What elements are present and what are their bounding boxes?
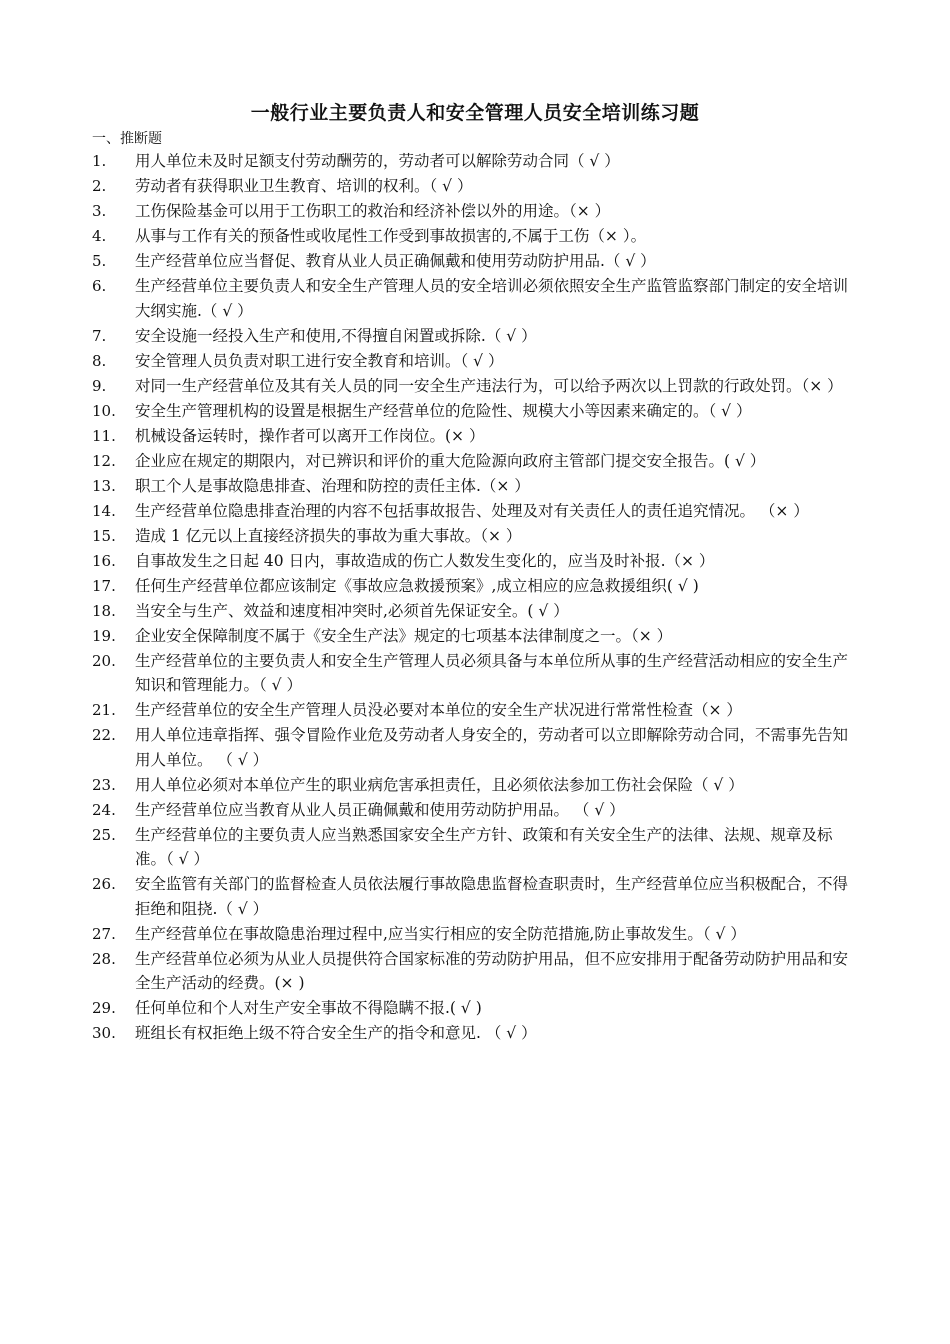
item-text: 安全生产管理机构的设置是根据生产经营单位的危险性、规模大小等因素来确定的。（ √ ） — [135, 401, 752, 420]
item-text: 任何生产经营单位都应该制定《事故应急救援预案》,成立相应的应急救援组织( √ ) — [135, 576, 699, 595]
list-item — [92, 1021, 852, 1046]
item-number: 14. — [92, 501, 116, 520]
list-item — [92, 324, 852, 349]
item-text: 用人单位违章指挥、强令冒险作业危及劳动者人身安全的，劳动者可以立即解除劳动合同，不需事先告知用人单位。 （ √ ） — [135, 726, 849, 769]
item-number: 5. — [92, 252, 107, 270]
list-item — [92, 524, 852, 549]
item-text: 职工个人是事故隐患排查、治理和防控的责任主体.（× ） — [135, 476, 530, 495]
page-title: 一般行业主要负责人和安全管理人员安全培训练习题 — [250, 102, 700, 124]
item-number: 8. — [92, 351, 107, 370]
item-number: 12. — [92, 451, 116, 470]
item-text: 当安全与生产、效益和速度相冲突时,必须首先保证安全。( √ ） — [135, 601, 569, 620]
item-text: 生产经营单位应当督促、教育从业人员正确佩戴和使用劳动防护用品.（ √ ） — [135, 252, 656, 270]
item-number: 7. — [92, 326, 107, 345]
item-text: 生产经营单位主要负责人和安全生产管理人员的安全培训必须依照安全生产监管监察部门制定的安全培训大纲实施.（ √ ） — [135, 277, 849, 320]
item-text: 机械设备运转时，操作者可以离开工作岗位。(× ） — [135, 426, 485, 445]
item-number: 18. — [92, 601, 116, 620]
list-item — [92, 823, 852, 872]
item-number: 20. — [92, 651, 116, 670]
item-number: 19. — [92, 626, 116, 645]
item-text: 班组长有权拒绝上级不符合安全生产的指令和意见. （ √ ） — [135, 1024, 537, 1042]
section-heading: 一、推断题 — [92, 131, 162, 147]
item-text: 生产经营单位的安全生产管理人员没必要对本单位的安全生产状况进行常常性检查（× ） — [135, 701, 742, 719]
item-text: 造成 1 亿元以上直接经济损失的事故为重大事故。（× ） — [135, 526, 522, 545]
list-item — [92, 698, 852, 723]
list-item — [92, 199, 852, 224]
item-text: 企业应在规定的期限内，对已辨识和评价的重大危险源向政府主管部门提交安全报告。( √ ） — [135, 451, 766, 470]
item-text: 生产经营单位在事故隐患治理过程中,应当实行相应的安全防范措施,防止事故发生。（ √ ） — [135, 924, 746, 943]
list-item — [92, 174, 852, 199]
item-text: 自事故发生之日起 40 日内，事故造成的伤亡人数发生变化的，应当及时补报.（× ） — [135, 551, 715, 570]
item-text: 工伤保险基金可以用于工伤职工的救治和经济补偿以外的用途。（× ） — [135, 202, 611, 220]
item-number: 3. — [92, 202, 107, 220]
item-text: 用人单位必须对本单位产生的职业病危害承担责任，且必须依法参加工伤社会保险（ √ ） — [135, 775, 744, 794]
item-number: 27. — [92, 924, 116, 943]
list-item — [92, 449, 852, 474]
item-number: 28. — [92, 949, 116, 968]
item-number: 10. — [92, 401, 116, 420]
item-text: 安全管理人员负责对职工进行安全教育和培训。（ √ ） — [135, 351, 504, 370]
list-item — [92, 399, 852, 424]
item-text: 用人单位未及时足额支付劳动酬劳的，劳动者可以解除劳动合同（ √ ） — [135, 152, 620, 170]
list-item — [92, 624, 852, 649]
item-number: 2. — [92, 177, 107, 195]
item-number: 4. — [92, 227, 107, 245]
list-item — [92, 574, 852, 599]
item-number: 23. — [92, 775, 116, 794]
item-text: 对同一生产经营单位及其有关人员的同一安全生产违法行为，可以给予两次以上罚款的行政处罚。（× ） — [135, 376, 843, 395]
item-text: 生产经营单位的主要负责人和安全生产管理人员必须具备与本单位所从事的生产经营活动相应的安全生产知识和管理能力。（ √ ） — [135, 651, 849, 694]
item-text: 生产经营单位应当教育从业人员正确佩戴和使用劳动防护用品。 （ √ ） — [135, 800, 625, 819]
item-number: 24. — [92, 800, 116, 819]
item-number: 13. — [92, 476, 116, 495]
list-item — [92, 798, 852, 823]
item-text: 生产经营单位隐患排查治理的内容不包括事故报告、处理及对有关责任人的责任追究情况。 （× ） — [135, 501, 809, 520]
item-text: 劳动者有获得职业卫生教育、培训的权利。（ √ ） — [135, 177, 473, 195]
item-number: 16. — [92, 551, 116, 570]
list-item — [92, 996, 852, 1021]
question-list — [92, 149, 852, 1046]
list-item — [92, 249, 852, 274]
item-number: 22. — [92, 726, 116, 744]
list-item — [92, 424, 852, 449]
item-number: 9. — [92, 376, 107, 395]
item-number: 30. — [92, 1024, 116, 1042]
item-text: 从事与工作有关的预备性或收尾性工作受到事故损害的,不属于工伤（× ）。 — [135, 227, 647, 245]
list-item — [92, 773, 852, 798]
list-item — [92, 723, 852, 772]
item-number: 21. — [92, 701, 116, 719]
list-item — [92, 349, 852, 374]
list-item — [92, 224, 852, 249]
item-number: 11. — [92, 426, 116, 445]
list-item — [92, 549, 852, 574]
list-item — [92, 947, 852, 996]
item-number: 29. — [92, 999, 116, 1017]
list-item — [92, 649, 852, 698]
list-item — [92, 922, 852, 947]
item-text: 安全设施一经投入生产和使用,不得擅自闲置或拆除.（ √ ） — [135, 326, 537, 345]
item-number: 6. — [92, 277, 107, 295]
item-text: 安全监管有关部门的监督检查人员依法履行事故隐患监督检查职责时，生产经营单位应当积极配合，不得拒绝和阻挠.（ √ ） — [135, 875, 849, 918]
list-item — [92, 872, 852, 921]
list-item — [92, 474, 852, 499]
item-number: 1. — [92, 152, 107, 170]
item-number: 15. — [92, 526, 116, 545]
list-item — [92, 599, 852, 624]
item-text: 生产经营单位必须为从业人员提供符合国家标准的劳动防护用品，但不应安排用于配备劳动防护用品和安全生产活动的经费。(× ) — [135, 949, 849, 992]
item-text: 生产经营单位的主要负责人应当熟悉国家安全生产方针、政策和有关安全生产的法律、法规、规章及标准。（ √ ） — [135, 825, 833, 868]
item-text: 企业安全保障制度不属于《安全生产法》规定的七项基本法律制度之一。（× ） — [135, 626, 673, 645]
item-number: 17. — [92, 576, 116, 595]
list-item — [92, 499, 852, 524]
list-item — [92, 149, 852, 174]
list-item — [92, 274, 852, 323]
item-number: 25. — [92, 825, 116, 844]
list-item — [92, 374, 852, 399]
item-text: 任何单位和个人对生产安全事故不得隐瞒不报.( √ ) — [135, 999, 482, 1017]
item-number: 26. — [92, 875, 116, 893]
